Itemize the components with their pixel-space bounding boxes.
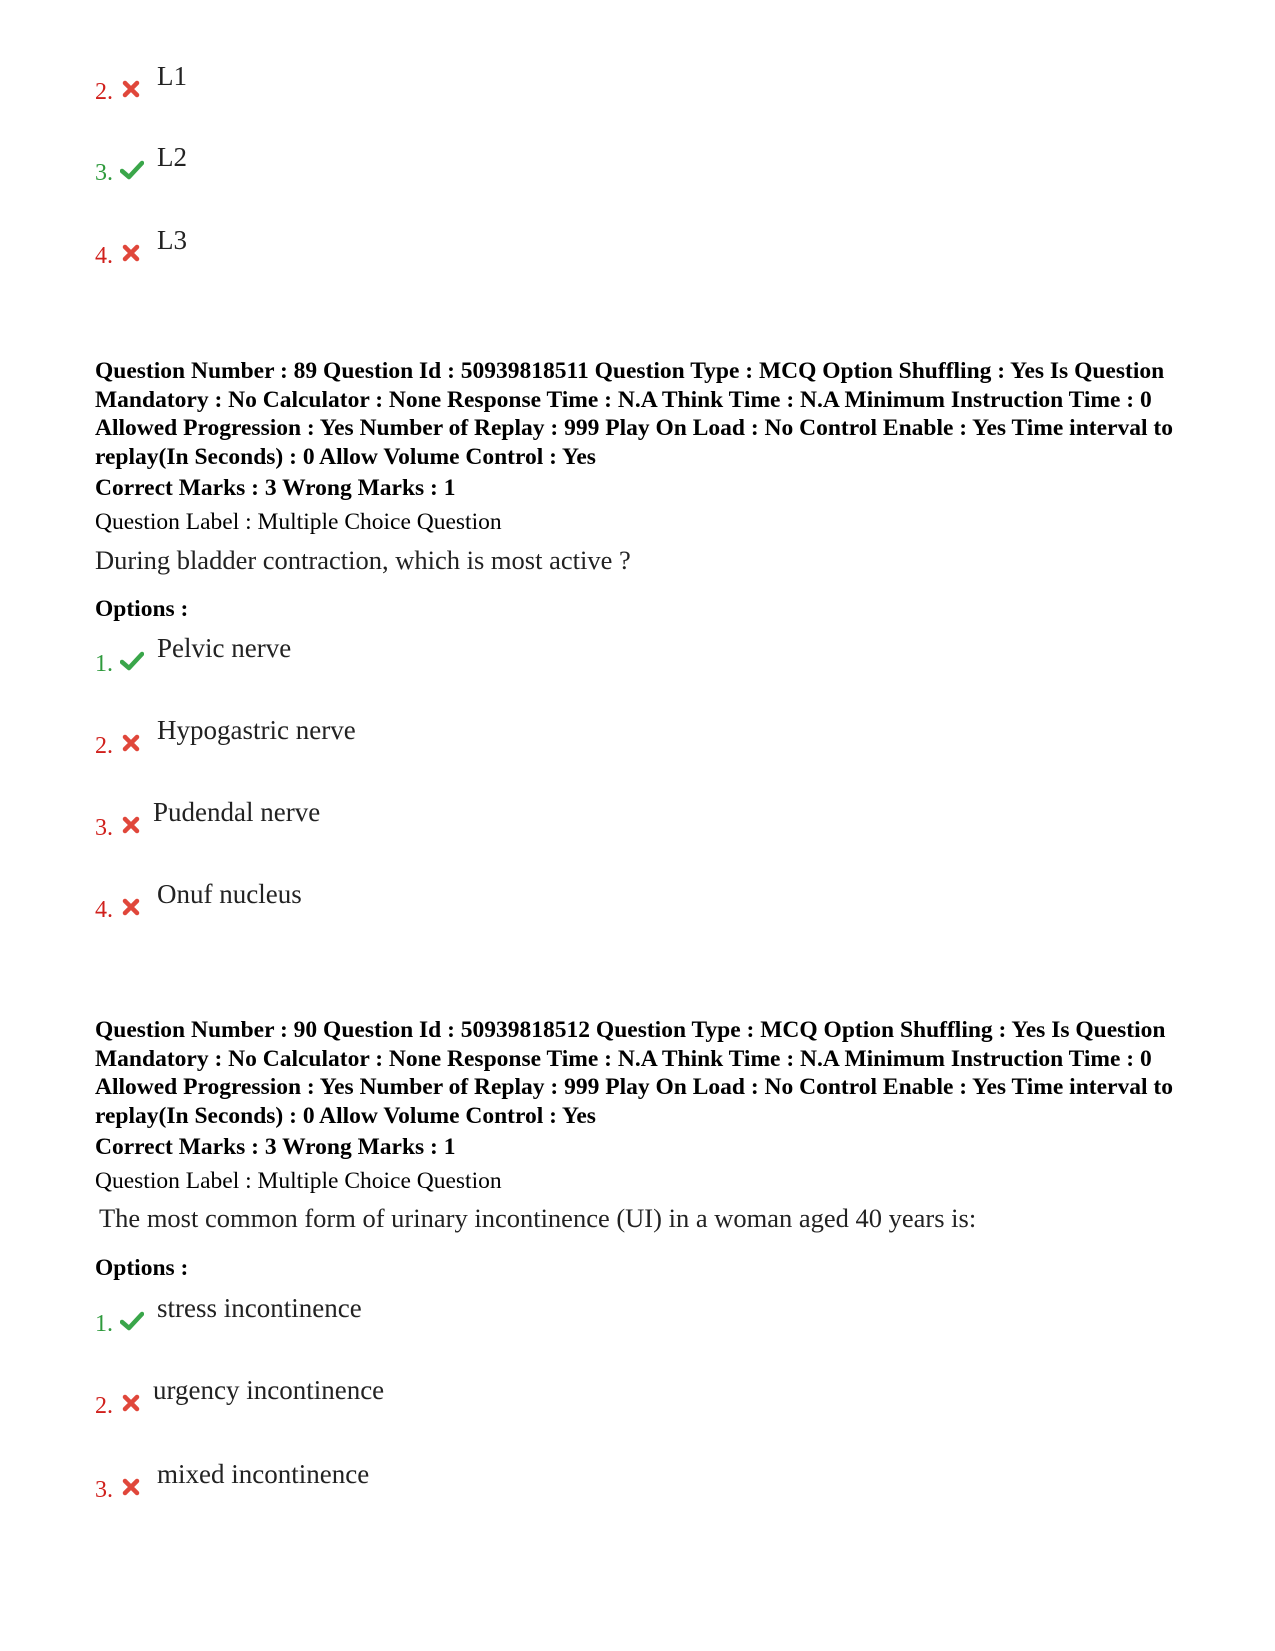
option-text: mixed incontinence — [157, 1459, 370, 1489]
cross-icon — [120, 814, 142, 836]
option-text: stress incontinence — [157, 1293, 362, 1323]
question-90-options-heading: Options : — [95, 1255, 189, 1281]
option-text: L1 — [157, 61, 187, 91]
option-number: 3. — [95, 815, 113, 841]
option-number: 2. — [95, 1393, 113, 1419]
question-90-marks: Correct Marks : 3 Wrong Marks : 1 — [95, 1134, 456, 1160]
check-icon — [120, 1310, 142, 1332]
option-text: Pelvic nerve — [157, 633, 292, 663]
q90-option-2 — [95, 1376, 795, 1436]
option-number: 4. — [95, 243, 113, 269]
option-text: Hypogastric nerve — [157, 715, 356, 745]
option-text: urgency incontinence — [153, 1375, 385, 1405]
option-number: 2. — [95, 733, 113, 759]
question-89-marks: Correct Marks : 3 Wrong Marks : 1 — [95, 475, 456, 501]
option-text: L2 — [157, 142, 187, 172]
cross-icon — [120, 78, 142, 100]
check-icon — [120, 159, 142, 181]
option-number: 1. — [95, 651, 113, 677]
option-number: 1. — [95, 1311, 113, 1337]
option-number: 3. — [95, 160, 113, 186]
cross-icon — [120, 1392, 142, 1414]
cross-icon — [120, 242, 142, 264]
q90-option-1 — [95, 1294, 795, 1354]
q89-option-1 — [95, 634, 795, 694]
option-number: 4. — [95, 897, 113, 923]
question-89-text: During bladder contraction, which is most active ? — [95, 545, 631, 575]
question-89-options-heading: Options : — [95, 596, 189, 622]
q90-option-3 — [95, 1460, 795, 1520]
check-icon — [120, 650, 142, 672]
option-text: Pudendal nerve — [153, 797, 321, 827]
q89-option-4 — [95, 880, 795, 940]
cross-icon — [120, 896, 142, 918]
option-number: 2. — [95, 79, 113, 105]
question-90-text: The most common form of urinary incontinence (UI) in a woman aged 40 years is: — [99, 1203, 977, 1233]
question-90-meta: Question Number : 90 Question Id : 50939818512 Question Type : MCQ Option Shuffling : Yes Is Question Mandatory : No Calculator : None Response Time : N.A Think Time : N.A Minimum Instruction Time : 0 Allowed Progression : Yes Number of Replay : 999 Play On Load : No Control Enable : Yes Time interval to replay(In Seconds) : 0 Allow Volume Control : Yes — [95, 1017, 1173, 1129]
option-text: L3 — [157, 225, 187, 255]
prev-option-4 — [95, 226, 795, 286]
question-90-label: Question Label : Multiple Choice Question — [95, 1168, 502, 1194]
q89-option-3 — [95, 798, 795, 858]
cross-icon — [120, 732, 142, 754]
q89-option-2 — [95, 716, 795, 776]
option-text: Onuf nucleus — [157, 879, 302, 909]
question-89-meta: Question Number : 89 Question Id : 50939818511 Question Type : MCQ Option Shuffling : Yes Is Question Mandatory : No Calculator : None Response Time : N.A Think Time : N.A Minimum Instruction Time : 0 Allowed Progression : Yes Number of Replay : 999 Play On Load : No Control Enable : Yes Time interval to replay(In Seconds) : 0 Allow Volume Control : Yes — [95, 358, 1173, 470]
prev-option-2 — [95, 62, 795, 122]
prev-option-3 — [95, 143, 795, 203]
question-89-label: Question Label : Multiple Choice Question — [95, 509, 502, 535]
cross-icon — [120, 1476, 142, 1498]
option-number: 3. — [95, 1477, 113, 1503]
